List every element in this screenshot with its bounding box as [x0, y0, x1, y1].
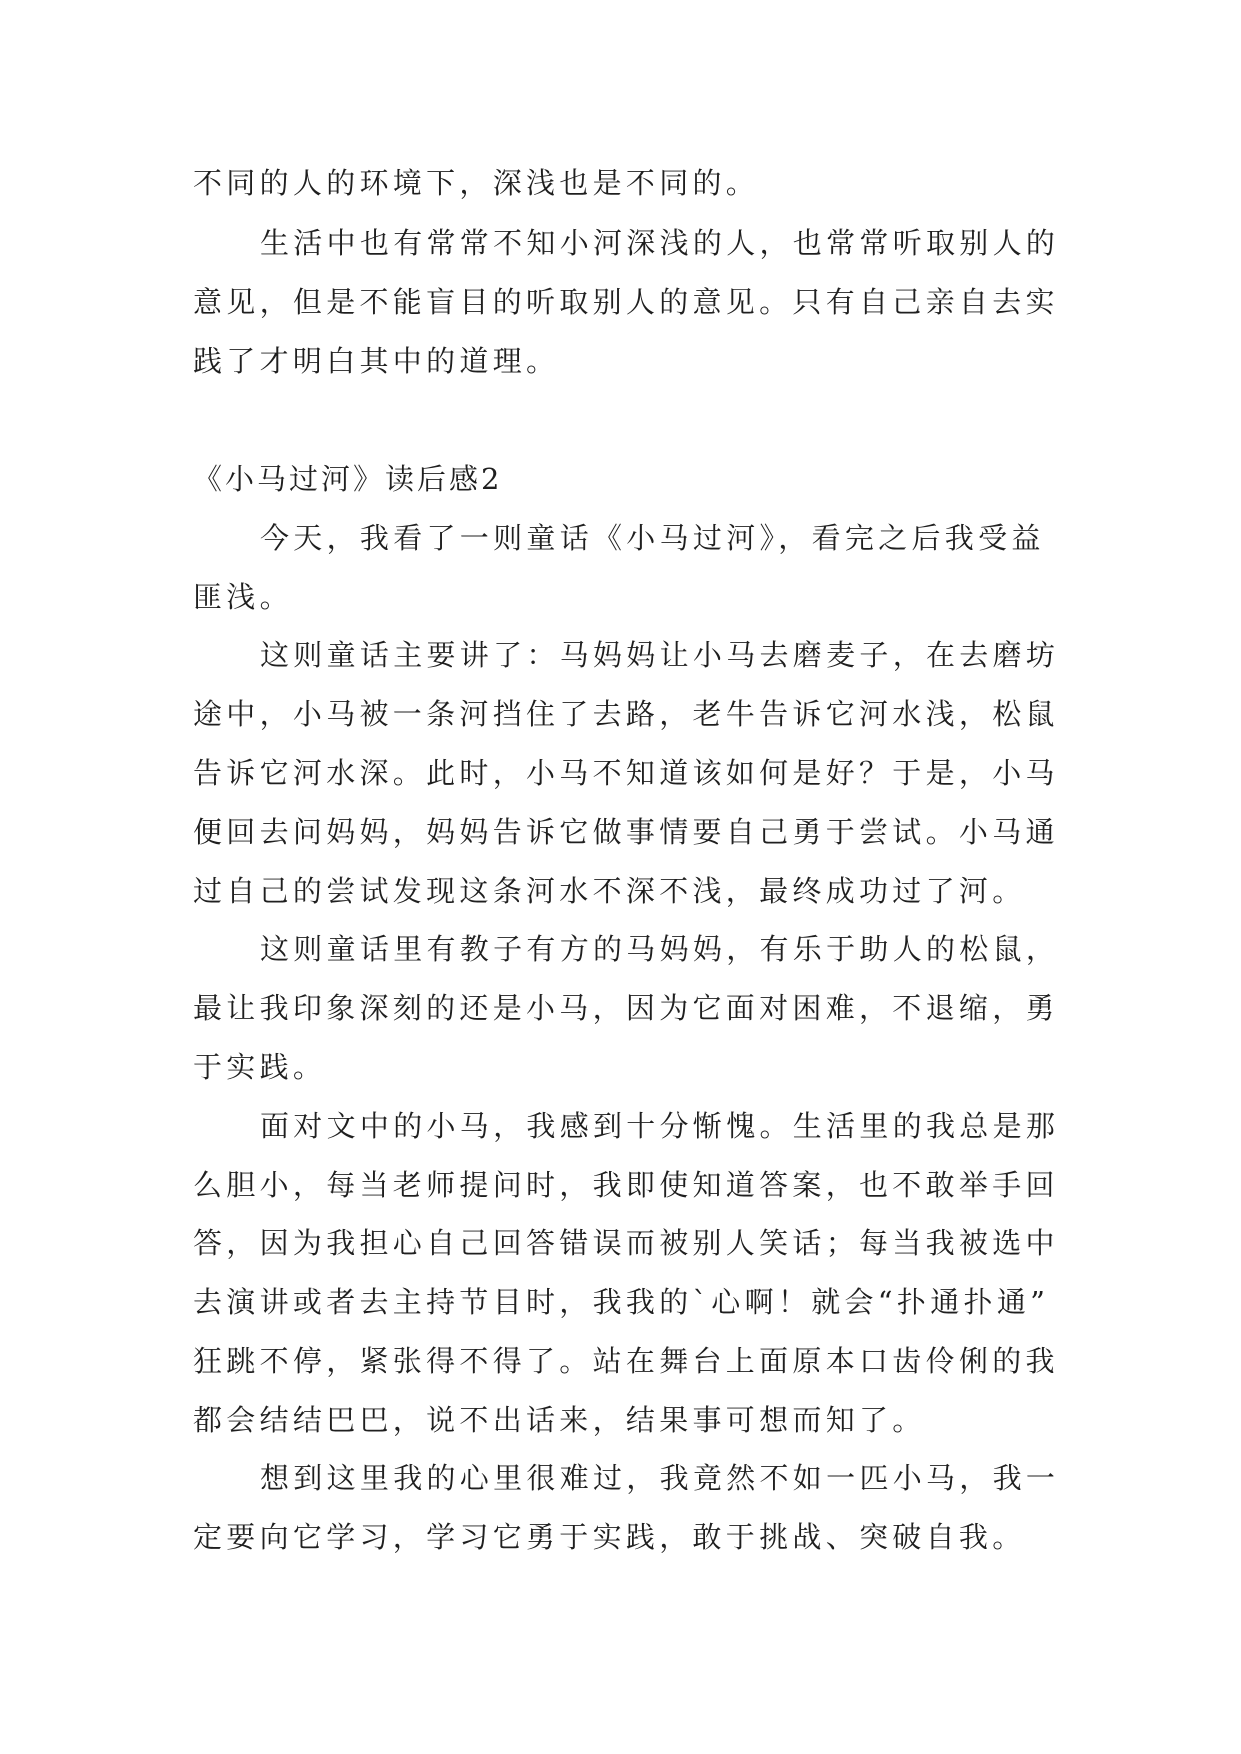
body-text-line: 践了才明白其中的道理。: [193, 344, 560, 378]
body-text-line: 这则童话主要讲了：马妈妈让小马去磨麦子，在去磨坊: [260, 638, 1060, 672]
body-text-line: 都会结结巴巴，说不出话来，结果事可想而知了。: [193, 1403, 926, 1437]
body-text-line: 于实践。: [193, 1050, 327, 1084]
body-text-line: 意见，但是不能盲目的听取别人的意见。只有自己亲自去实: [193, 285, 1059, 319]
body-text-line: 最让我印象深刻的还是小马，因为它面对困难，不退缩，勇: [193, 991, 1059, 1025]
body-text-line: 答，因为我担心自己回答错误而被别人笑话；每当我被选中: [193, 1226, 1059, 1260]
body-text-line: 不同的人的环境下，深浅也是不同的。: [193, 166, 760, 200]
body-text-line: 想到这里我的心里很难过，我竟然不如一匹小马，我一: [260, 1461, 1060, 1495]
body-text-line: 匪浅。: [193, 580, 293, 614]
body-text-line: 定要向它学习，学习它勇于实践，敢于挑战、突破自我。: [193, 1520, 1026, 1554]
body-text-line: 么胆小，每当老师提问时，我即使知道答案，也不敢举手回: [193, 1168, 1059, 1202]
body-text-line: 途中，小马被一条河挡住了去路，老牛告诉它河水浅，松鼠: [193, 697, 1059, 731]
body-text-line: 面对文中的小马，我感到十分惭愧。生活里的我总是那: [260, 1109, 1060, 1143]
body-text-line: 过自己的尝试发现这条河水不深不浅，最终成功过了河。: [193, 874, 1026, 908]
body-text-line: 今天，我看了一则童话《小马过河》，看完之后我受益: [260, 521, 1045, 555]
essay-title: 《小马过河》读后感2: [193, 462, 503, 496]
body-text-line: 这则童话里有教子有方的马妈妈，有乐于助人的松鼠，: [260, 932, 1060, 966]
body-text-line: 便回去问妈妈，妈妈告诉它做事情要自己勇于尝试。小马通: [193, 815, 1059, 849]
body-text-line: 告诉它河水深。此时，小马不知道该如何是好？于是，小马: [193, 756, 1059, 790]
body-text-line: 去演讲或者去主持节目时，我我的`心啊！就会“扑通扑通”: [193, 1285, 1050, 1319]
body-text-line: 狂跳不停，紧张得不得了。站在舞台上面原本口齿伶俐的我: [193, 1344, 1059, 1378]
body-text-line: 生活中也有常常不知小河深浅的人，也常常听取别人的: [260, 226, 1060, 260]
